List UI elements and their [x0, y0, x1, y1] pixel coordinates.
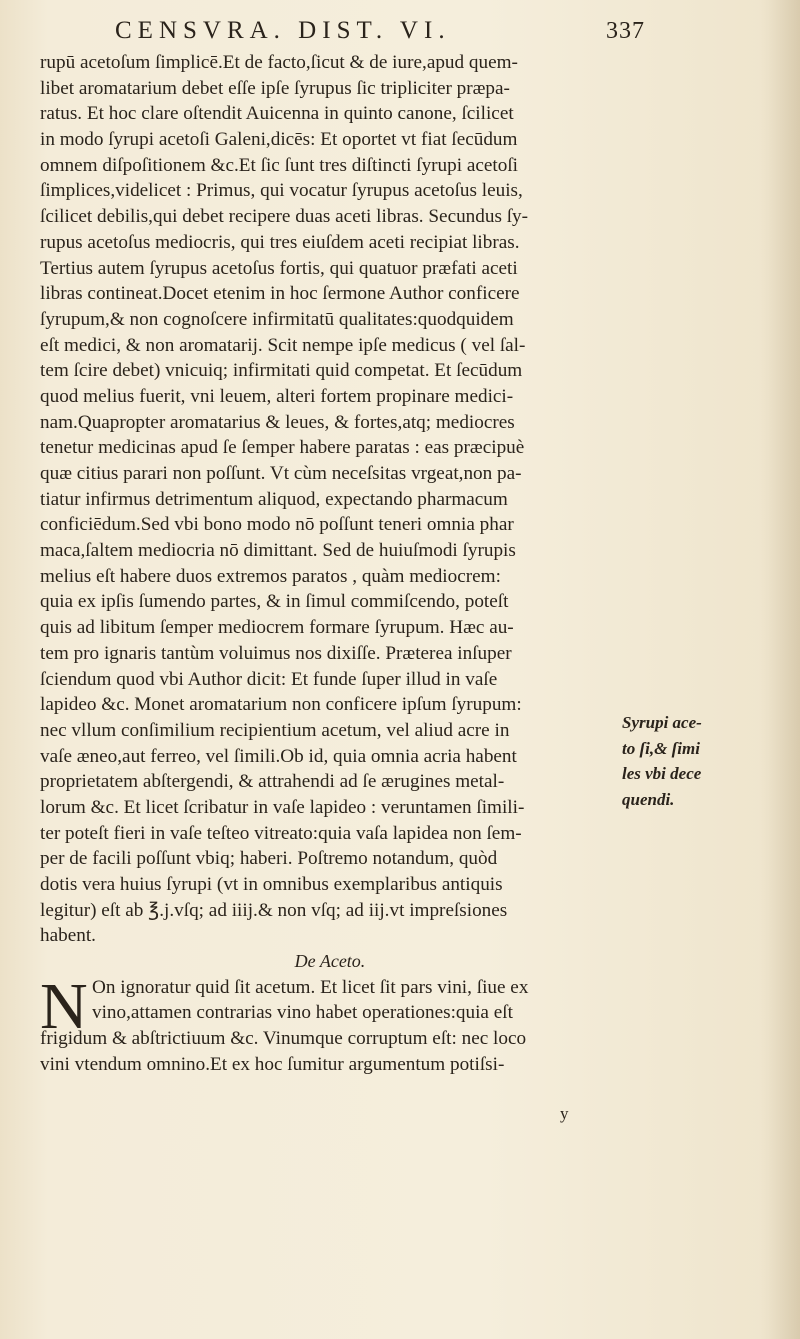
text-line: per de facili poſſunt vbiq; haberi. Poſtremo notandum, quòd — [40, 848, 498, 870]
margin-note-line: to ſi,& ſimi — [622, 738, 700, 758]
text-line: ratus. Et hoc clare oſtendit Auicenna in quinto canone, ſcilicet — [40, 103, 514, 125]
margin-note-line: Syrupi ace- — [622, 713, 702, 732]
catchword: y — [560, 1104, 569, 1123]
paragraph-lines — [40, 50, 600, 949]
text-line: nec vllum conſimilium recipientium acetum, vel aliud acre in — [40, 719, 510, 741]
section-lines — [40, 969, 600, 1078]
main-text-block — [40, 50, 600, 1078]
text-line: vaſe æneo,aut ferreo, vel ſimili.Ob id, quia omnia acria habent — [40, 745, 517, 767]
text-line: tiatur infirmus detrimentum aliquod, expectando pharmacum — [40, 488, 508, 510]
text-line: tem pro ignaris tantùm voluimus nos dixiſſe. Præterea inſuper — [40, 642, 512, 664]
text-line: rupus acetoſus mediocris, qui tres eiuſdem aceti recipiat libras. — [40, 231, 520, 253]
text-line: nam.Quapropter aromatarius & leues, & fortes,atq; mediocres — [40, 411, 515, 433]
page-number: 337 — [606, 17, 645, 44]
text-line: quæ citius parari non poſſunt. Vt cùm neceſsitas vrgeat,non pa- — [40, 463, 522, 484]
section-text-line: vini vtendum omnino.Et ex hoc ſumitur argumentum potiſsi- — [40, 1053, 505, 1075]
text-line: conficiēdum.Sed vbi bono modo nō poſſunt teneri omnia phar — [40, 514, 514, 536]
text-line: legitur) eſt ab ℥.j.vſq; ad iiij.& non vſq; ad iij.vt impreſsiones — [40, 899, 508, 921]
margin-note — [622, 710, 752, 813]
section-title: De Aceto. — [294, 951, 366, 972]
text-line: eſt medici, & non aromatarij. Scit nempe ipſe medicus ( vel ſal- — [40, 334, 526, 356]
text-line: quod melius fuerit, vni leuem, alteri fortem propinare medici- — [40, 385, 514, 407]
section-text-line: frigidum & abſtrictiuum &c. Vinumque corruptum eſt: nec loco — [40, 1028, 527, 1050]
text-line: ſciendum quod vbi Author dicit: Et funde ſuper illud in vaſe — [40, 668, 498, 690]
text-line: habent. — [40, 925, 96, 947]
text-line: quia ex ipſis ſumendo partes, & in ſimul commiſcendo, poteſt — [40, 591, 509, 613]
text-line: tenetur medicinas apud ſe ſemper habere paratas : eas præcipuè — [40, 437, 525, 459]
page-edge-shadow — [760, 0, 800, 1339]
text-line: ſcilicet debilis,qui debet recipere duas aceti libras. Secundus ſy- — [40, 206, 529, 228]
section-paragraph — [40, 969, 600, 1078]
text-line: ſimplices,videlicet : Primus, qui vocatur ſyrupus acetoſus leuis, — [40, 180, 523, 202]
text-line: in modo ſyrupi acetoſi Galeni,dicēs: Et oportet vt fiat ſecūdum — [40, 129, 518, 151]
text-line: lapideo &c. Monet aromatarium non conficere ipſum ſyrupum: — [40, 694, 522, 716]
text-line: proprietatem abſtergendi, & attrahendi ad ſe ærugines metal- — [40, 771, 505, 793]
section-text-line: On ignoratur quid ſit acetum. Et licet ſit pars vini, ſiue ex — [92, 976, 529, 998]
text-line: ſyrupum,& non cognoſcere infirmitatū qualitates:quodquidem — [40, 308, 514, 330]
text-line: libet aromatarium debet eſſe ipſe ſyrupus ſic tripliciter præpa- — [40, 77, 510, 99]
text-line: melius eſt habere duos extremos paratos , quàm mediocrem: — [40, 565, 501, 587]
text-line: omnem diſpoſitionem &c.Et ſic ſunt tres diſtincti ſyrupi acetoſi — [40, 154, 519, 176]
margin-note-line: quendi. — [622, 790, 675, 810]
text-line: dotis vera huius ſyrupi (vt in omnibus exemplaribus antiquis — [40, 874, 503, 895]
section-text-line: vino,attamen contrarias vino habet operationes:quia eſt — [92, 1002, 513, 1024]
text-line: quis ad libitum ſemper mediocrem formare ſyrupum. Hæc au- — [40, 617, 514, 639]
page-header — [115, 14, 645, 48]
margin-note-line: les vbi dece — [622, 764, 702, 784]
drop-cap-initial: N — [40, 969, 88, 1043]
text-line: maca,ſaltem mediocria nō dimittant. Sed de huiuſmodi ſyrupis — [40, 540, 516, 562]
running-head: CENSVRA. DIST. VI. — [115, 17, 451, 44]
text-line: Tertius autem ſyrupus acetoſus fortis, qui quatuor præfati aceti — [40, 257, 518, 279]
text-line: rupū acetoſum ſimplicē.Et de facto,ſicut & de iure,apud quem- — [40, 52, 518, 73]
text-line: tem ſcire debet) vnicuiq; infirmitati quid competat. Et ſecūdum — [40, 360, 523, 382]
text-line: ter poteſt fieri in vaſe teſteo vitreato:quia vaſa lapidea non ſem- — [40, 822, 522, 844]
text-line: lorum &c. Et licet ſcribatur in vaſe lapideo : veruntamen ſimili- — [40, 796, 525, 818]
text-line: libras contineat.Docet etenim in hoc ſermone Author conficere — [40, 283, 520, 305]
